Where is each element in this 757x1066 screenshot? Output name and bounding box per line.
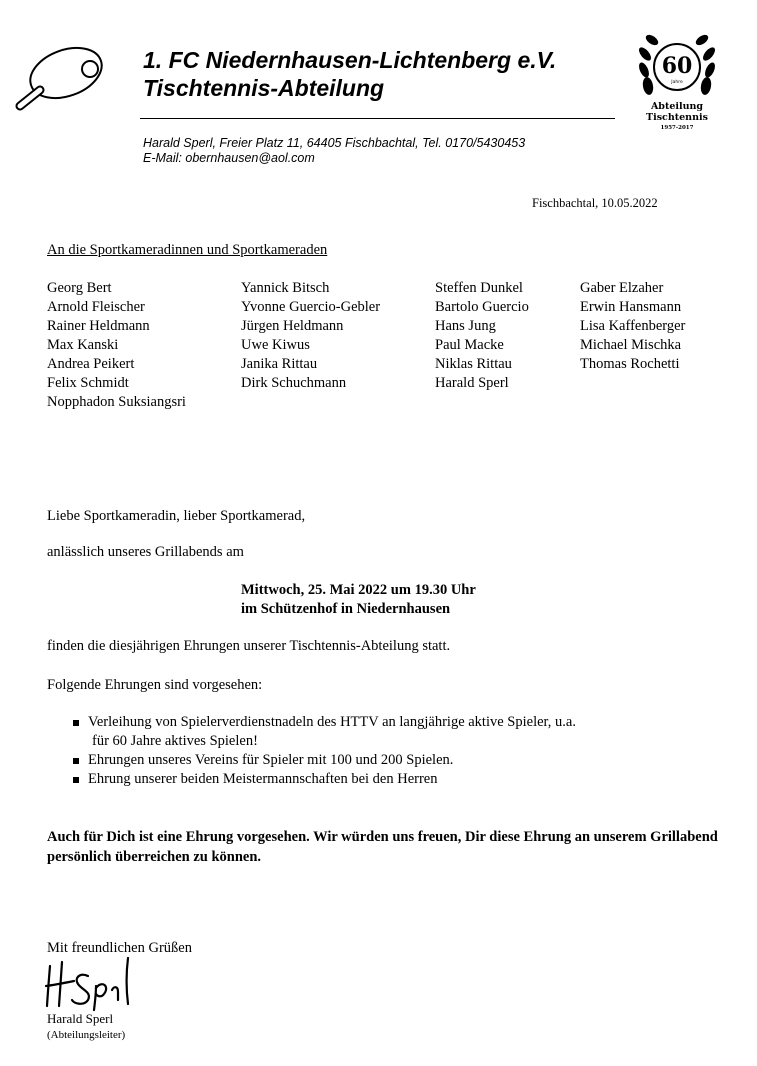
salutation-heading: An die Sportkameradinnen und Sportkameraden — [47, 242, 328, 258]
recipient-name: Gaber Elzaher — [580, 280, 664, 296]
badge-line2: Tischtennis — [646, 112, 708, 123]
contact-address: Harald Sperl, Freier Platz 11, 64405 Fischbachtal, Tel. 0170/5430453 — [143, 136, 526, 150]
recipient-name: Hans Jung — [435, 318, 496, 334]
badge-line1: Abteilung — [650, 101, 704, 112]
handwritten-signature — [44, 956, 136, 1012]
recipient-name: Bartolo Guercio — [435, 299, 529, 315]
contact-block — [143, 136, 525, 166]
recipient-name: Janika Rittau — [241, 356, 318, 372]
ceremonies-text: finden die diesjährigen Ehrungen unserer Tischtennis-Abteilung statt. — [47, 638, 451, 654]
recipient-name: Harald Sperl — [435, 375, 509, 391]
event-details — [241, 581, 476, 619]
recipient-name: Arnold Fleischer — [47, 299, 145, 315]
honor-text-continued: für 60 Jahre aktives Spielen! — [92, 733, 258, 749]
honor-text: Ehrungen unseres Vereins für Spieler mit 100 und 200 Spielen. — [88, 752, 454, 768]
honor-text: Verleihung von Spielerverdienstnadeln des HTTV an langjährige aktive Spieler, u.a. — [88, 714, 576, 730]
recipient-name: Thomas Rochetti — [580, 356, 680, 372]
department-name: Tischtennis-Abteilung — [143, 75, 385, 101]
organization-title — [143, 46, 556, 102]
regards: Mit freundlichen Grüßen — [47, 940, 192, 956]
contact-email: E-Mail: obernhausen@aol.com — [143, 151, 315, 165]
recipient-name: Steffen Dunkel — [435, 280, 523, 296]
anniversary-badge-icon — [630, 28, 724, 140]
planned-honors-intro: Folgende Ehrungen sind vorgesehen: — [47, 677, 263, 693]
bullet-icon — [73, 758, 79, 764]
recipient-name: Uwe Kiwus — [241, 337, 310, 353]
recipient-name: Jürgen Heldmann — [241, 318, 344, 334]
recipient-name: Nopphadon Suksiangsri — [47, 394, 186, 410]
recipient-column-1 — [47, 279, 186, 412]
badge-small: Jahre — [671, 80, 683, 85]
recipient-name: Dirk Schuchmann — [241, 375, 347, 391]
bullet-icon — [73, 777, 79, 783]
closing-statement: Auch für Dich ist eine Ehrung vorgesehen. Wir würden uns freuen, Dir diese Ehrung an unserem Grillabend persönlich überreichen zu können. — [47, 829, 718, 865]
recipient-name: Felix Schmidt — [47, 375, 129, 391]
list-item — [72, 713, 576, 751]
recipient-name: Michael Mischka — [580, 337, 682, 353]
recipient-name: Andrea Peikert — [47, 356, 135, 372]
recipient-column-4 — [580, 279, 685, 374]
event-date-time: Mittwoch, 25. Mai 2022 um 19.30 Uhr — [241, 582, 476, 598]
bullet-icon — [73, 720, 79, 726]
recipient-name: Yvonne Guercio-Gebler — [241, 299, 381, 315]
signer-name: Harald Sperl — [47, 1011, 114, 1026]
recipient-name: Yannick Bitsch — [241, 280, 330, 296]
honors-list — [72, 713, 576, 789]
recipient-column-2 — [241, 279, 380, 393]
recipient-name: Max Kanski — [47, 337, 119, 353]
list-item — [72, 751, 576, 770]
honor-text: Ehrung unserer beiden Meistermannschaften bei den Herren — [88, 771, 438, 787]
table-tennis-paddle-icon — [8, 40, 108, 120]
header-divider — [140, 118, 615, 119]
signer-role: (Abteilungsleiter) — [47, 1029, 126, 1041]
badge-number: 60 — [661, 53, 693, 79]
letter-date: Fischbachtal, 10.05.2022 — [532, 196, 658, 210]
greeting: Liebe Sportkameradin, lieber Sportkamerad, — [47, 508, 306, 524]
recipient-name: Niklas Rittau — [435, 356, 512, 372]
organization-name: 1. FC Niedernhausen-Lichtenberg e.V. — [143, 47, 557, 73]
intro-text: anlässlich unseres Grillabends am — [47, 544, 244, 560]
badge-years: 1957-2017 — [660, 125, 694, 131]
recipient-name: Erwin Hansmann — [580, 299, 682, 315]
event-location: im Schützenhof in Niedernhausen — [241, 601, 451, 617]
list-item — [72, 770, 576, 789]
recipient-name: Paul Macke — [435, 337, 504, 353]
recipient-column-3 — [435, 279, 529, 393]
recipient-name: Rainer Heldmann — [47, 318, 150, 334]
recipient-name: Georg Bert — [47, 280, 112, 296]
recipient-name: Lisa Kaffenberger — [580, 318, 686, 334]
